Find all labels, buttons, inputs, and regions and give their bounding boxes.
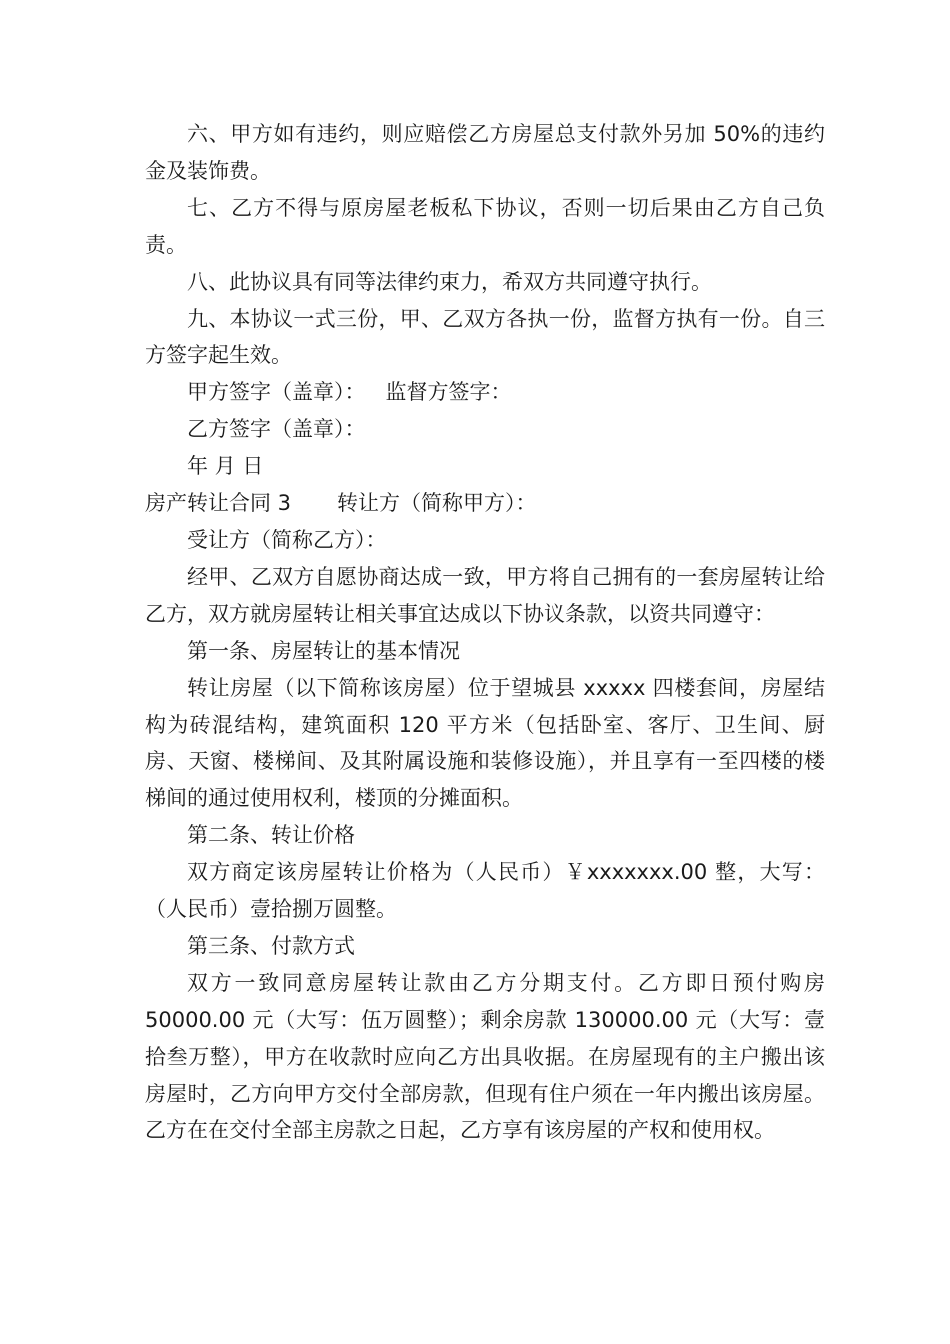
contract3-intro: 经甲、乙双方自愿协商达成一致，甲方将自己拥有的一套房屋转让给乙方，双方就房屋转让相关事宜达成以下协议条款，以资共同遵守：	[145, 564, 825, 626]
document-body	[145, 116, 825, 1149]
article-2-title: 第二条、转让价格	[187, 823, 355, 848]
contract3-title-line	[145, 485, 825, 522]
clause-8: 八、此协议具有同等法律约束力，希双方共同遵守执行。	[187, 269, 712, 294]
clause-6: 六、甲方如有违约，则应赔偿乙方房屋总支付款外另加 50%的违约金及装饰费。	[145, 122, 825, 183]
article-1-title: 第一条、房屋转让的基本情况	[187, 638, 460, 663]
clause-9: 九、本协议一式三份，甲、乙双方各执一份，监督方执有一份。自三方签字起生效。	[145, 306, 825, 368]
article-3-body: 双方一致同意房屋转让款由乙方分期支付。乙方即日预付购房 50000.00 元（大写：伍万圆整）；剩余房款 130000.00 元（大写：壹拾叁万整），甲方在收款时应向乙方出具收据。在房屋现有的主户搬出该房屋时，乙方向甲方交付全部房款，但现有住户须在一年内搬出该房屋。乙方在在交付全部主房款之日起，乙方享有该房屋的产权和使用权。	[145, 970, 825, 1143]
transferor-label: 转让方（简称甲方）：	[337, 491, 537, 516]
contract3-title: 房产转让合同 3	[145, 491, 292, 516]
date-line: 年 月 日	[187, 454, 264, 479]
party-a-signature-label: 甲方签字（盖章）：	[187, 380, 366, 405]
signature-line-party-a	[145, 374, 825, 411]
article-3-title: 第三条、付款方式	[187, 933, 355, 958]
signature-line-party-b: 乙方签字（盖章）：	[187, 417, 366, 442]
supervisor-signature-label: 监督方签字：	[385, 380, 512, 405]
transferee-label: 受让方（简称乙方）：	[187, 527, 387, 552]
article-1-body: 转让房屋（以下简称该房屋）位于望城县 xxxxx 四楼套间，房屋结构为砖混结构，建筑面积 120 平方米（包括卧室、客厅、卫生间、厨房、天窗、楼梯间、及其附属设施和装修设施），并且享有一至四楼的楼梯间的通过使用权利，楼顶的分摊面积。	[145, 675, 825, 811]
clause-7: 七、乙方不得与原房屋老板私下协议，否则一切后果由乙方自己负责。	[145, 195, 825, 257]
article-2-body: 双方商定该房屋转让价格为（人民币）￥xxxxxxx.00 整，大写：（人民币）壹拾捌万圆整。	[145, 860, 825, 922]
